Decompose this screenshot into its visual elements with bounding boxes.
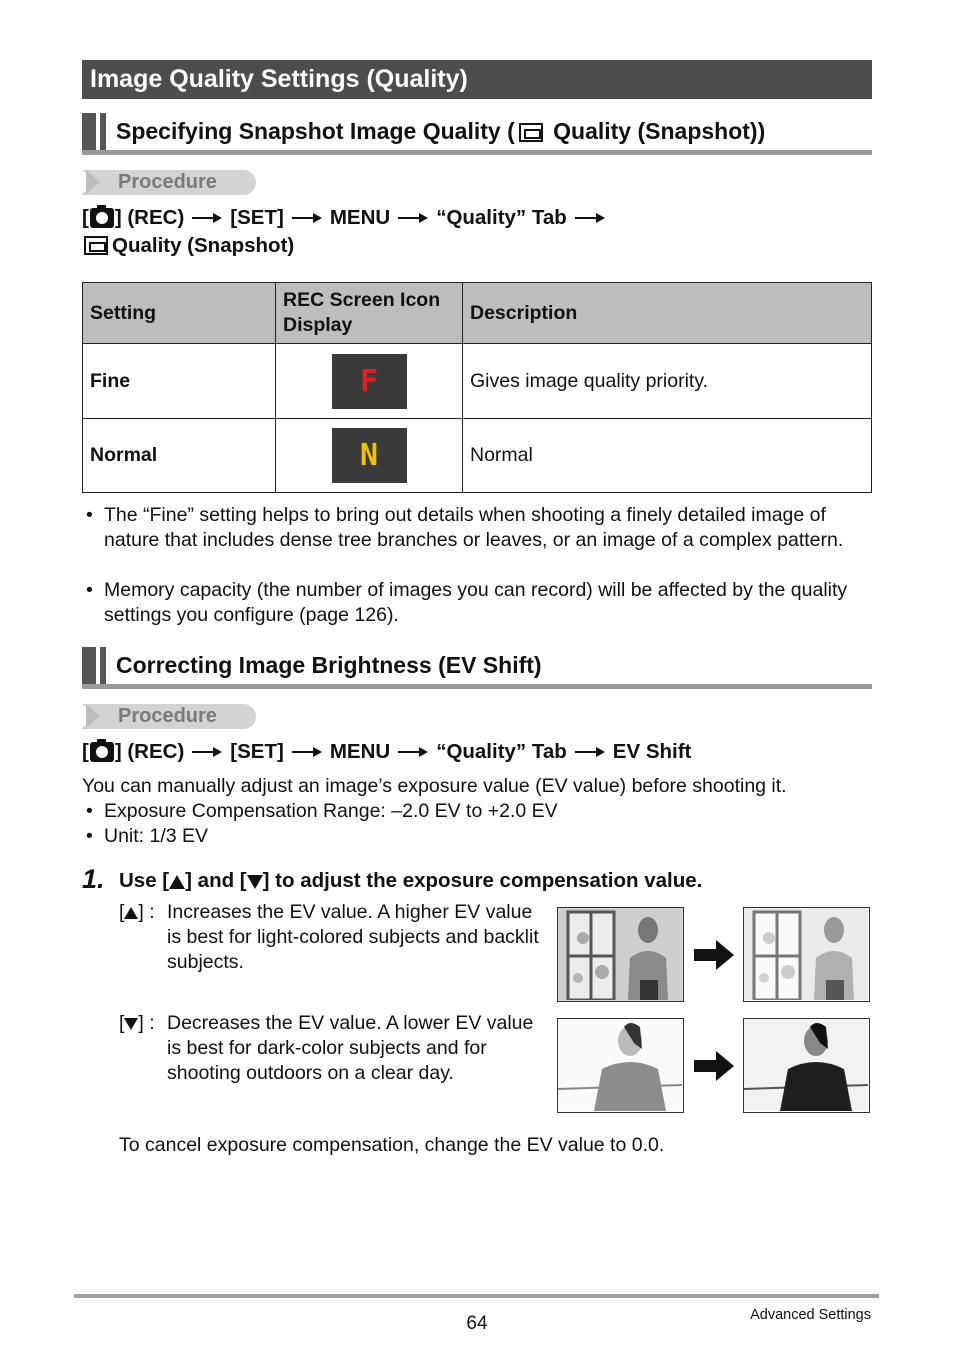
photo-before-brighten: [557, 907, 684, 1002]
heading-bar: [82, 647, 96, 684]
arrow-icon: [192, 213, 222, 223]
heading-bar: [82, 113, 96, 150]
table-header-row: [83, 283, 872, 344]
setting-cell: Fine: [83, 344, 276, 419]
up-key-label: [ ] :: [119, 901, 155, 923]
arrow-icon: [575, 213, 605, 223]
arrow-icon: [398, 747, 428, 757]
arrow-icon: [292, 213, 322, 223]
chevron-icon: [86, 704, 100, 728]
arrow-icon: [192, 747, 222, 757]
arrow-icon: [694, 940, 734, 970]
procedure-path: [ ] (REC) [SET] MENU “Quality” Tab: [82, 205, 613, 230]
snapshot-heading-pre: Specifying Snapshot Image Quality (: [116, 118, 515, 144]
path-item: EV Shift: [612, 739, 692, 763]
path-item: Quality (Snapshot): [112, 233, 295, 257]
quality-table: [82, 282, 872, 493]
arrow-icon: [575, 747, 605, 757]
arrow-icon: [694, 1051, 734, 1081]
path-tab: “Quality” Tab: [436, 205, 567, 229]
description-cell: Gives image quality priority.: [463, 344, 872, 419]
ev-bullet: • Exposure Compensation Range: –2.0 EV to +2.0 EV: [86, 800, 558, 822]
fine-quality-icon: F: [332, 354, 407, 409]
header-setting: Setting: [83, 283, 276, 344]
down-key-icon: [124, 1018, 138, 1030]
path-rec: ] (REC): [114, 205, 185, 229]
down-key-description: Decreases the EV value. A lower EV value is best for dark-color subjects and for shooting outdoors on a clear day.: [167, 1012, 534, 1084]
up-key-icon: [124, 907, 138, 919]
path-set: [SET]: [230, 205, 284, 229]
path-set: [SET]: [230, 739, 284, 763]
ev-bullet: • Unit: 1/3 EV: [86, 825, 209, 847]
up-key-description: Increases the EV value. A higher EV value is best for light-colored subjects and backlit subjects.: [167, 901, 539, 973]
procedure-path-item: [82, 233, 294, 258]
snapshot-quality-heading: [82, 113, 872, 155]
path-menu: MENU: [329, 205, 391, 229]
arrow-icon: [292, 747, 322, 757]
procedure-label: Procedure: [82, 704, 256, 729]
header-icon-display: REC Screen Icon Display: [276, 283, 463, 344]
camera-icon: [90, 742, 114, 762]
table-row: [83, 344, 872, 419]
procedure-path: [ ] (REC) [SET] MENU “Quality” Tab EV Shift: [82, 739, 692, 763]
footer-divider: [74, 1294, 879, 1298]
down-key-label: [ ] :: [119, 1012, 155, 1034]
normal-quality-icon: N: [332, 428, 407, 483]
step-number: 1.: [82, 864, 105, 894]
cancel-note: To cancel exposure compensation, change the EV value to 0.0.: [119, 1134, 665, 1156]
table-row: [83, 419, 872, 493]
path-rec: ] (REC): [114, 739, 185, 763]
ev-shift-heading: Correcting Image Brightness (EV Shift): [82, 647, 872, 689]
description-cell: Normal: [463, 419, 872, 493]
heading-bar: [100, 113, 106, 150]
photo-after-brighten: [743, 907, 870, 1002]
step-instruction: Use [ ] and [ ] to adjust the exposure compensation value.: [119, 869, 703, 892]
snapshot-quality-icon: [519, 123, 543, 142]
path-tab: “Quality” Tab: [436, 739, 567, 763]
procedure-label: Procedure: [82, 170, 256, 195]
ev-intro: You can manually adjust an image’s exposure value (EV value) before shooting it.: [82, 775, 787, 797]
up-key-icon: [169, 875, 185, 889]
snapshot-heading-post: Quality (Snapshot)): [546, 118, 766, 144]
header-description: Description: [463, 283, 872, 344]
photo-after-darken: [743, 1018, 870, 1113]
arrow-icon: [398, 213, 428, 223]
setting-cell: Normal: [83, 419, 276, 493]
photo-before-darken: [557, 1018, 684, 1113]
snapshot-quality-icon: [84, 236, 108, 255]
page-number: 64: [466, 1313, 488, 1334]
chevron-icon: [86, 170, 100, 194]
footer-section: Advanced Settings: [750, 1307, 871, 1323]
camera-icon: [90, 208, 114, 228]
heading-bar: [100, 647, 106, 684]
section-title: Image Quality Settings (Quality): [82, 60, 872, 99]
note-item: • Memory capacity (the number of images you can record) will be affected by the quality settings you configure (page 126).: [86, 579, 848, 626]
note-item: • The “Fine” setting helps to bring out details when shooting a finely detailed image of nature that includes dense tree branches or leaves, or an image of a complex pattern.: [86, 504, 844, 551]
path-menu: MENU: [329, 739, 391, 763]
down-key-icon: [247, 875, 263, 889]
